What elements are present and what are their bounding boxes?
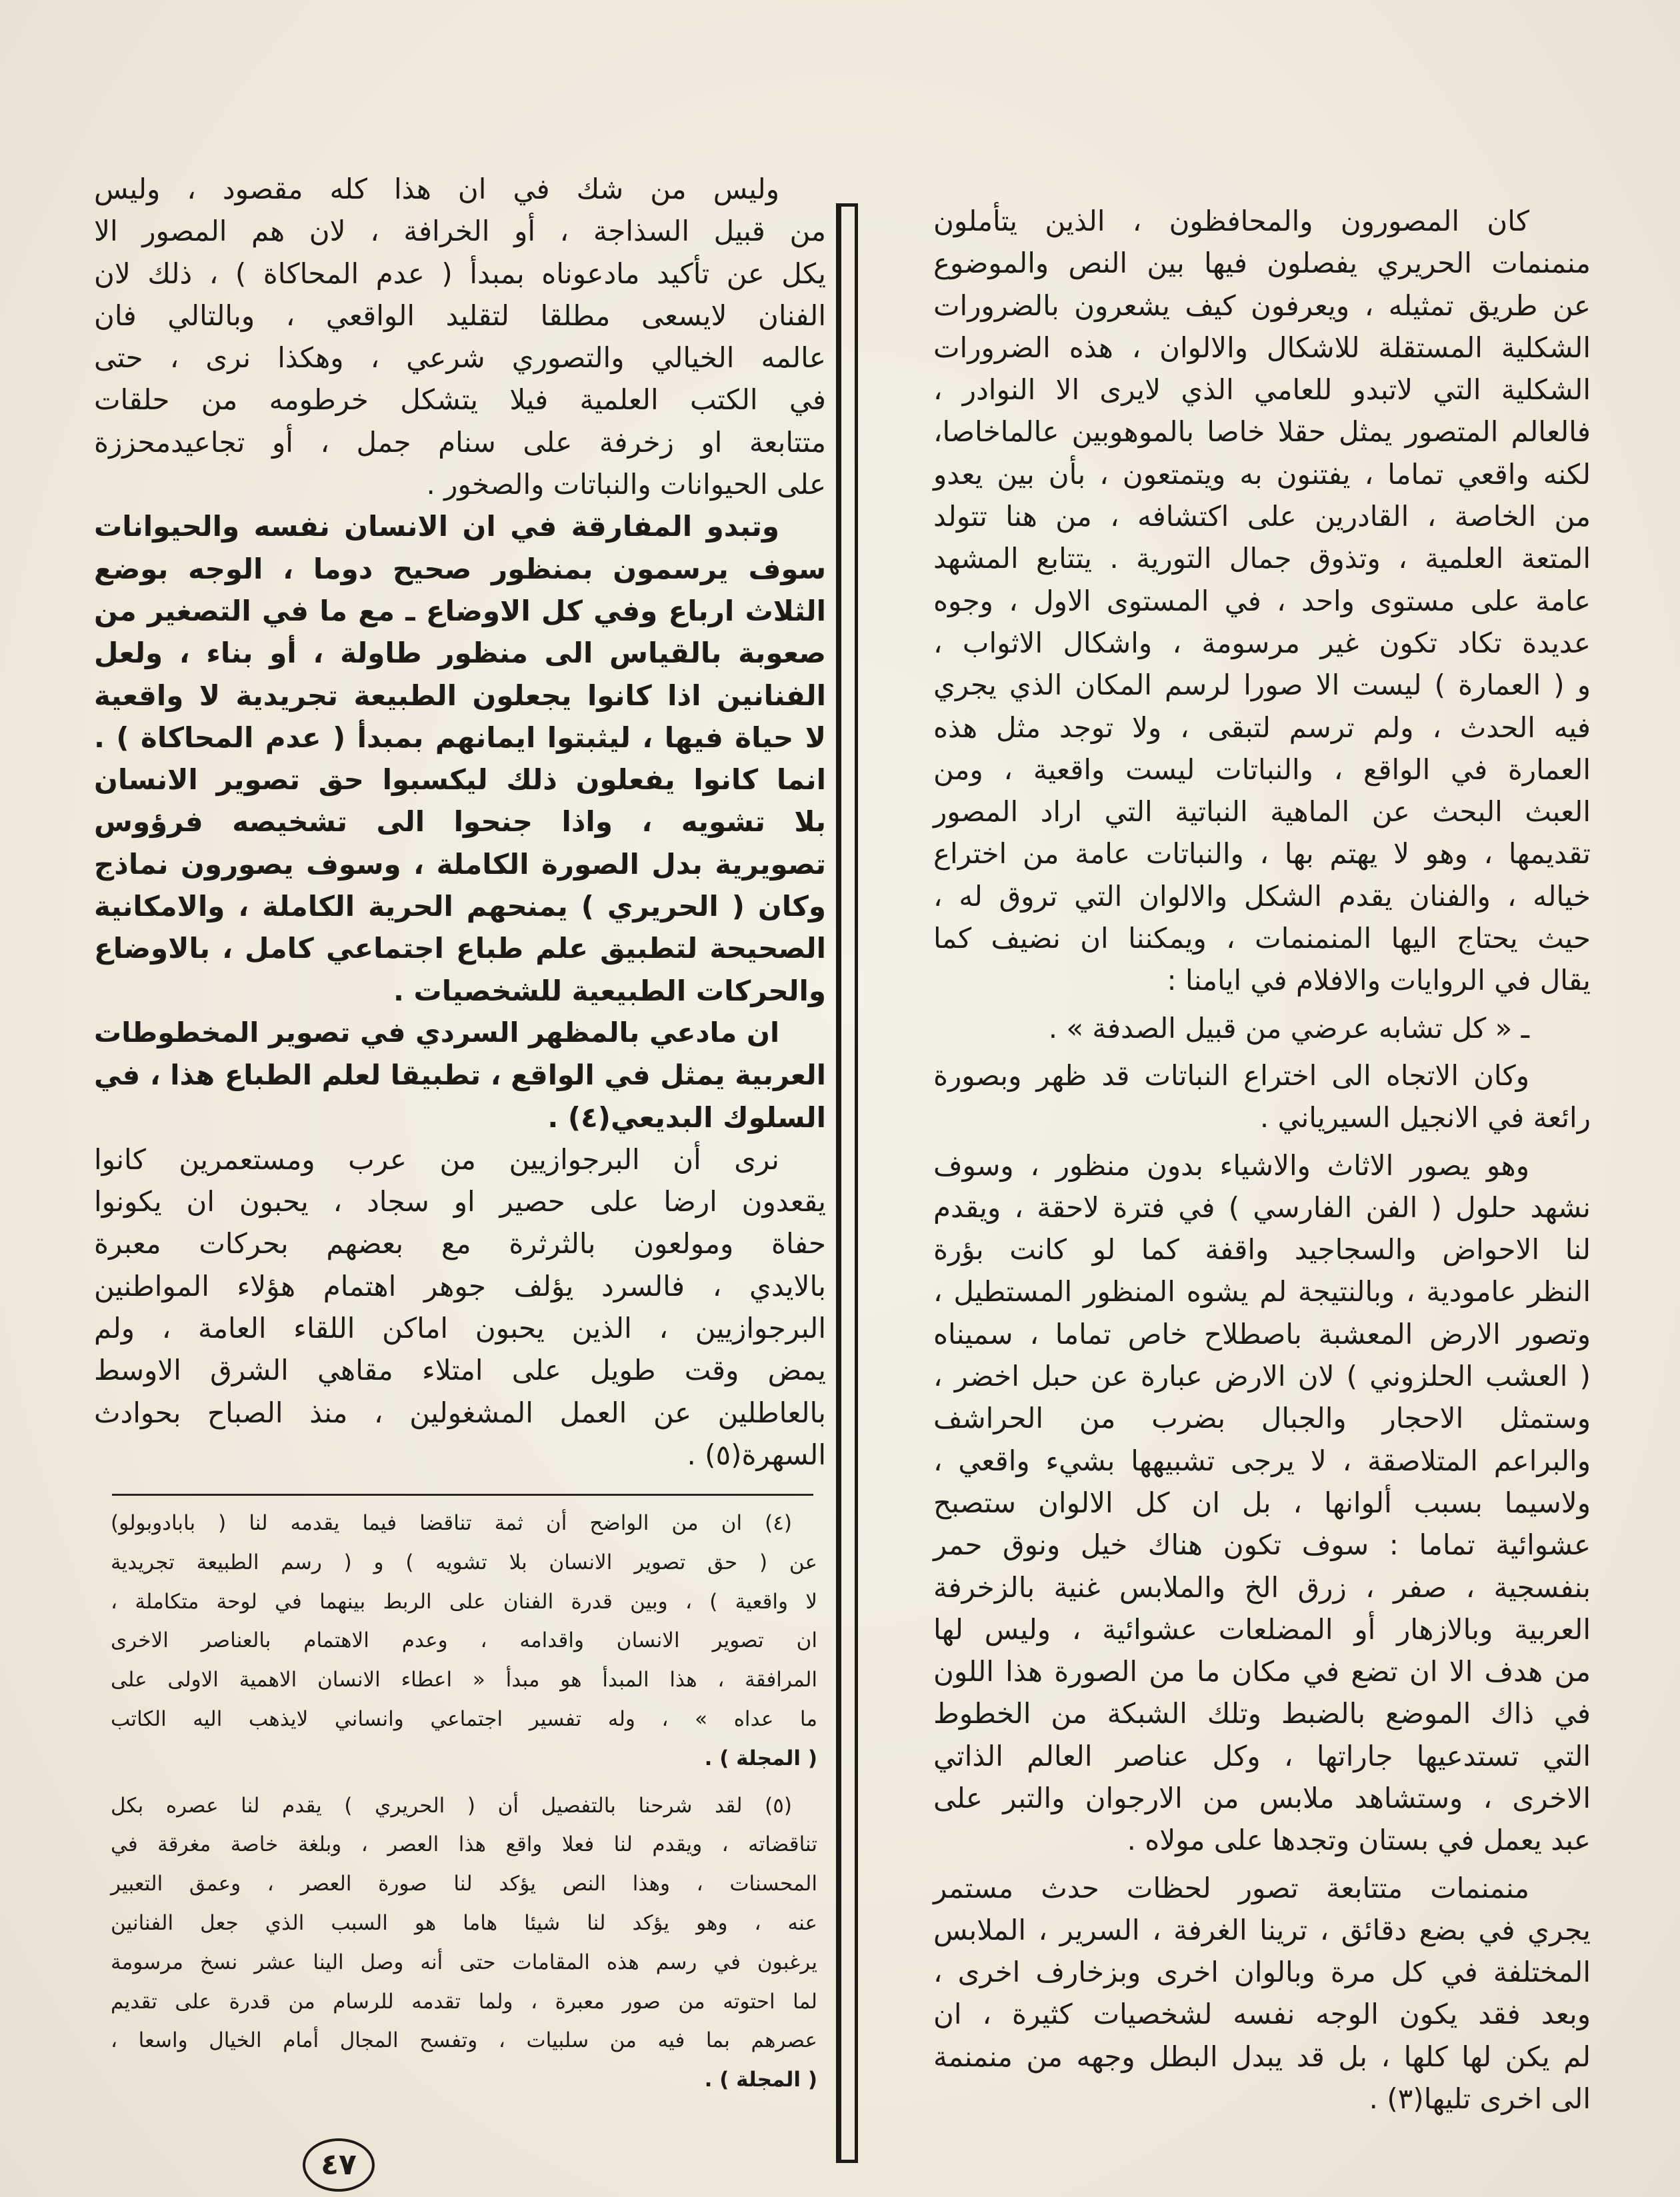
text-line: سوف يرسمون بمنظور صحيح دوما ، الوجه بوضع <box>94 552 826 585</box>
text-line: عنه ، وهو يؤكد لنا شيئا هاما هو السبب الذي جعل الفنانين <box>111 1910 817 1935</box>
text-line: منمنمات متتابعة تصور لحظات حدث مستمر <box>933 1871 1529 1904</box>
footnote-signature: ( المجلة ) . <box>704 1746 817 1770</box>
text-line: على الحيوانات والنباتات والصخور . <box>426 468 826 501</box>
text-line: لكنه واقعي تماما ، يفتنون به ويتمتعون ، بأن بين يعدو <box>933 457 1591 491</box>
text-line: تقديمها ، وهو لا يهتم بها ، والنباتات عامة من اختراع <box>933 837 1591 871</box>
text-line: كان المصورون والمحافظون ، الذين يتأملون <box>933 205 1529 237</box>
text-line: وهو يصور الاثاث والاشياء بدون منظور ، وسوف <box>933 1148 1529 1182</box>
paragraph <box>933 1144 1591 1862</box>
footnotes <box>111 1504 817 2100</box>
text-line: من هدف الا ان تضع في مكان ما من الصورة هذا اللون <box>933 1655 1591 1688</box>
text-line: عشوائية تماما : سوف تكون هناك خيل ونوق حمر <box>933 1528 1591 1562</box>
footnote <box>111 1504 817 1778</box>
text-line: الاخرى ، وستشاهد ملابس من الارجوان والتبر على <box>933 1781 1591 1814</box>
text-line: فيه الحدث ، ولم ترسم لتبقى ، ولا توجد مثل هذه <box>933 711 1591 744</box>
text-line: متتابعة او زخرفة على سنام جمل ، أو تجاعيدمحززة <box>94 425 826 459</box>
text-line: النظر عامودية ، وبالنتيجة لم يشوه المنظور المستطيل ، <box>933 1275 1591 1308</box>
text-line: يمض وقت طويل على امتلاء مقاهي الشرق الاوسط <box>94 1354 826 1387</box>
emphasized-paragraph <box>94 505 826 1012</box>
text-line: بالايدي ، فالسرد يؤلف جوهر اهتمام هؤلاء المواطنين <box>94 1269 826 1302</box>
text-line: من الخاصة ، القادرين على اكتشافه ، من هنا تتولد <box>933 500 1591 533</box>
text-line: والحركات الطبيعية للشخصيات . <box>393 974 826 1007</box>
text-line: لا حياة فيها ، ليثبتوا ايمانهم بمبدأ ( عدم المحاكاة ) . <box>94 721 826 754</box>
text-line: عصرهم بما فيه من سلبيات ، وتفسح المجال أمام الخيال واسعا ، <box>111 2028 817 2053</box>
paragraph <box>94 1138 826 1476</box>
text-line: عن ( حق تصوير الانسان بلا تشويه ) و ( رسم الطبيعة تجريدية <box>111 1550 817 1574</box>
text-line: ولاسيما بسبب ألوانها ، بل ان كل الالوان ستصبح <box>933 1486 1591 1519</box>
text-line: الفنانين اذا كانوا يجعلون الطبيعة تجريدية لا واقعية <box>94 679 826 712</box>
text-line: عن طريق تمثيله ، ويعرفون كيف يشعرون بالضرورات <box>933 289 1591 322</box>
text-line: وكان ( الحريري ) يمنحهم الحرية الكاملة ، والامكانية <box>94 890 826 923</box>
text-line: يقعدون ارضا على حصير او سجاد ، يحبون ان يكونوا <box>94 1185 826 1218</box>
quoted-paragraph <box>933 1007 1591 1049</box>
text-line: العمارة في الواقع ، والنباتات ليست واقعية ، ومن <box>933 753 1591 786</box>
text-line: وليس من شك في ان هذا كله مقصود ، وليس <box>94 173 779 205</box>
text-line: الصحيحة لتطبيق علم طباع اجتماعي كامل ، بالاوضاع <box>94 932 826 965</box>
text-line: لا واقعية ) ، وبين قدرة الفنان على الربط بينهما في لوحة متكاملة ، <box>111 1589 817 1614</box>
text-line: يقال في الروايات والافلام في ايامنا : <box>1167 964 1591 997</box>
paragraph <box>933 1055 1591 1139</box>
text-line: المحسنات ، وهذا النص يؤكد لنا صورة العصر ، وعمق التعبير <box>111 1872 817 1896</box>
text-line: حيث يحتاج اليها المنمنمات ، ويمكننا ان نضيف كما <box>933 922 1591 955</box>
text-line: وكان الاتجاه الى اختراع النباتات قد ظهر وبصورة <box>933 1059 1529 1092</box>
text-line: تصويرية بدل الصورة الكاملة ، وسوف يصورون نماذج <box>94 847 826 881</box>
text-line: لم يكن لها كلها ، بل قد يبدل البطل وجهه من منمنمة <box>933 2040 1591 2073</box>
text-line: يجري في بضع دقائق ، ترينا الغرفة ، السرير ، الملابس <box>933 1913 1591 1946</box>
text-line: السلوك البديعي(٤) . <box>547 1100 826 1134</box>
text-line: ـ « كل تشابه عرضي من قبيل الصدفة » . <box>1048 1011 1529 1045</box>
text-line: ان تصوير الانسان واقدامه ، وعدم الاهتمام بالعناصر الاخرى <box>111 1628 817 1653</box>
text-line: الشكلية التي لاتبدو للعامي الذي لايرى الا النوادر ، <box>933 373 1591 407</box>
paragraph <box>933 1867 1591 2120</box>
text-line: ان مادعي بالمظهر السردي في تصوير المخطوطات <box>94 1016 779 1049</box>
text-line: حفاة ومولعون بالثرثرة مع بعضهم بحركات معبرة <box>94 1227 826 1260</box>
text-line: و ( العمارة ) ليست الا صورا لرسم المكان الذي يجري <box>933 669 1591 702</box>
text-line: في ذاك الموضع بالضبط وتلك الشبكة من الخطوط <box>933 1697 1591 1730</box>
text-line: المرافقة ، هذا المبدأ هو مبدأ « اعطاء الانسان الاهمية الاولى على <box>111 1668 817 1692</box>
emphasized-paragraph <box>94 1012 826 1138</box>
text-line: الثلاث ارباع وفي كل الاوضاع ـ مع ما في التصغير من <box>94 594 826 627</box>
text-line: (٥) لقد شرحنا بالتفصيل أن ( الحريري ) يقدم لنا عصره بكل <box>111 1793 792 1818</box>
text-line: عامة على مستوى واحد ، في المستوى الاول ، وجوه <box>933 584 1591 617</box>
text-line: ما عداه » ، وله تفسير اجتماعي وانساني لايذهب اليه الكاتب <box>111 1706 817 1731</box>
text-line: وتصور الارض المعشبة باصطلاح خاص تماما ، سميناه <box>933 1317 1591 1350</box>
text-line: بنفسجية ، صفر ، زرق الخ والملابس غنية بالزخرفة <box>933 1570 1591 1604</box>
footnote-divider <box>112 1494 813 1496</box>
text-line: التي تستدعيها جاراتها ، وكل عناصر العالم الذاتي <box>933 1739 1591 1772</box>
text-line: وستمثل الاحجار والجبال بضرب من الحراشف <box>933 1402 1591 1435</box>
column-separator <box>836 203 858 2163</box>
text-line: الشكلية المستقلة للاشكال والالوان ، هذه الضرورات <box>933 331 1591 364</box>
text-line: من قبيل السذاجة ، أو الخرافة ، لان هم المصور الا <box>94 215 826 248</box>
text-line: يرغبون في رسم هذه المقامات حتى أنه وصل الينا عشر نسخ مرسومة <box>111 1950 817 1974</box>
text-line: العربية وبالازهار أو المضلعات عشوائية ، وليس لها <box>933 1612 1591 1646</box>
text-line: الى اخرى تليها(٣) . <box>1369 2082 1591 2116</box>
text-line: رائعة في الانجيل السيرياني . <box>1259 1101 1591 1134</box>
text-line: بالعاطلين عن العمل المشغولين ، منذ الصباح بحوادث <box>94 1396 826 1429</box>
text-line: خياله ، والفنان يقدم الشكل والالوان التي تروق له ، <box>933 879 1591 913</box>
text-line: ( العشب الحلزوني ) لان الارض عبارة عن حبل اخضر ، <box>933 1360 1591 1393</box>
text-line: العربية يمثل في الواقع ، تطبيقا لعلم الطباع هذا ، في <box>94 1059 826 1092</box>
text-line: نرى أن البرجوازيين من عرب ومستعمرين كانوا <box>94 1142 779 1176</box>
text-line: وبعد فقد يكون الوجه نفسه لشخصيات كثيرة ، ان <box>933 1998 1591 2031</box>
text-line: تناقضاته ، ويقدم لنا فعلا واقع هذا العصر ، وبلغة خاصة مغرقة في <box>111 1832 817 1857</box>
right-column <box>933 200 1591 2120</box>
text-line: نشهد حلول ( الفن الفارسي ) في فترة لاحقة ، ويقدم <box>933 1190 1591 1224</box>
text-line: المختلفة في كل مرة وبالوان اخرى وبزخارف اخرى ، <box>933 1956 1591 1989</box>
text-line: العبث البحث عن الماهية النباتية التي اراد المصور <box>933 795 1591 829</box>
text-line: (٤) ان من الواضح أن ثمة تناقضا فيما يقدمه لنا ( بابادوبولو) <box>111 1511 792 1535</box>
text-line: السهرة(٥) . <box>687 1438 826 1471</box>
text-line: الفنان لايسعى مطلقا لتقليد الواقعي ، وبالتالي فان <box>94 299 826 332</box>
text-line: المتعة العلمية ، وتذوق جمال التورية . يتتابع المشهد <box>933 542 1591 575</box>
text-line: والبراعم المتلاصقة ، لا يرجى تشبيهها بشيء واقعي ، <box>933 1444 1591 1477</box>
page-number <box>303 2138 375 2192</box>
left-column <box>94 168 826 1476</box>
footnote <box>111 1786 817 2100</box>
text-line: يكل عن تأكيد مادعوناه بمبدأ ( عدم المحاكاة ) ، ذلك لان <box>94 257 826 290</box>
paragraph <box>94 168 826 505</box>
text-line: لما احتوته من صور معبرة ، ولما تقدمه للرسام من قدرة على تقديم <box>111 1989 817 2014</box>
footnote-signature: ( المجلة ) . <box>704 2068 817 2092</box>
text-line: صعوبة بالقياس الى منظور طاولة ، أو بناء ، ولعل <box>94 637 826 670</box>
text-line: لنا الاحواض والسجاجيد واقفة كما لو كانت بؤرة <box>933 1233 1591 1266</box>
text-line: فالعالم المتصور يمثل حقلا خاصا بالموهوبين عالماخاصا، <box>933 415 1591 449</box>
text-line: في الكتب العلمية فيلا يتشكل خرطومه من حلقات <box>94 383 826 417</box>
text-line: انما كانوا يفعلون ذلك ليكسبوا حق تصوير الانسان <box>94 763 826 797</box>
footnote-text <box>111 1504 817 1739</box>
paragraph <box>933 200 1591 1002</box>
text-line: عالمه الخيالي والتصوري شرعي ، وهكذا نرى ، حتى <box>94 341 826 375</box>
footnote-text <box>111 1786 817 2061</box>
text-line: البرجوازيين ، الذين يحبون اماكن اللقاء العامة ، ولم <box>94 1312 826 1345</box>
text-line: وتبدو المفارقة في ان الانسان نفسه والحيوانات <box>94 510 779 543</box>
page-number-text: ٤٧ <box>321 2148 357 2182</box>
text-line: عبد يعمل في بستان وتجدها على مولاه . <box>1127 1824 1591 1857</box>
text-line: منمنمات الحريري يفصلون فيها بين النص والموضوع <box>933 247 1591 280</box>
text-line: بلا تشويه ، واذا جنحوا الى تشخيصه فرؤوس <box>94 805 826 839</box>
text-line: عديدة تكاد تكون غير مرسومة ، واشكال الاثواب ، <box>933 626 1591 659</box>
